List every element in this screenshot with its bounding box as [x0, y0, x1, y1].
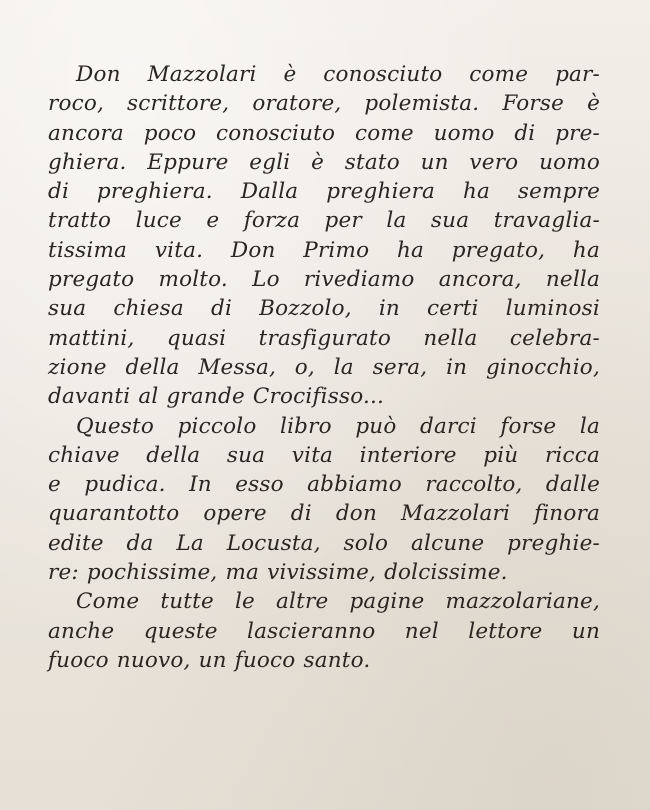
paragraph-line: roco, scrittore, oratore, polemista. Forse è	[48, 91, 600, 117]
paragraph-line: tissima vita. Don Primo ha pregato, ha	[48, 237, 600, 263]
paragraph-line: quarantotto opere di don Mazzolari finora	[48, 501, 600, 527]
paragraph-line: ghiera. Eppure egli è stato un vero uomo	[48, 149, 600, 175]
page-text	[48, 60, 600, 675]
paragraph-line: re: pochissime, ma vivissime, dolcissime.	[48, 560, 508, 586]
paragraph-line: sua chiesa di Bozzolo, in certi luminosi	[48, 296, 600, 322]
paragraph-line: edite da La Locusta, solo alcune preghie-	[48, 530, 600, 556]
paragraph-line: zione della Messa, o, la sera, in ginocchio,	[48, 354, 600, 380]
paragraph-line: Questo piccolo libro può darci forse la	[76, 413, 600, 439]
paragraph-line: anche queste lascieranno nel lettore un	[48, 618, 600, 644]
paragraph-2	[48, 412, 600, 588]
paragraph-1	[48, 60, 600, 412]
paragraph-line: Don Mazzolari è conosciuto come par-	[76, 62, 600, 87]
paragraph-line: ancora poco conosciuto come uomo di pre-	[48, 120, 600, 146]
paragraph-line: chiave della sua vita interiore più ricca	[48, 442, 600, 468]
paragraph-line: tratto luce e forza per la sua travaglia-	[48, 208, 600, 234]
paragraph-line: mattini, quasi trasfigurato nella celebra-	[48, 325, 600, 351]
paragraph-line: davanti al grande Crocifisso...	[48, 384, 385, 410]
paragraph-line: di preghiera. Dalla preghiera ha sempre	[48, 179, 600, 205]
paragraph-3	[48, 587, 600, 675]
paragraph-line: e pudica. In esso abbiamo raccolto, dalle	[48, 472, 600, 498]
paragraph-line: fuoco nuovo, un fuoco santo.	[48, 647, 371, 673]
paragraph-line: Come tutte le altre pagine mazzolariane,	[76, 589, 600, 615]
paragraph-line: pregato molto. Lo rivediamo ancora, nella	[48, 267, 600, 293]
